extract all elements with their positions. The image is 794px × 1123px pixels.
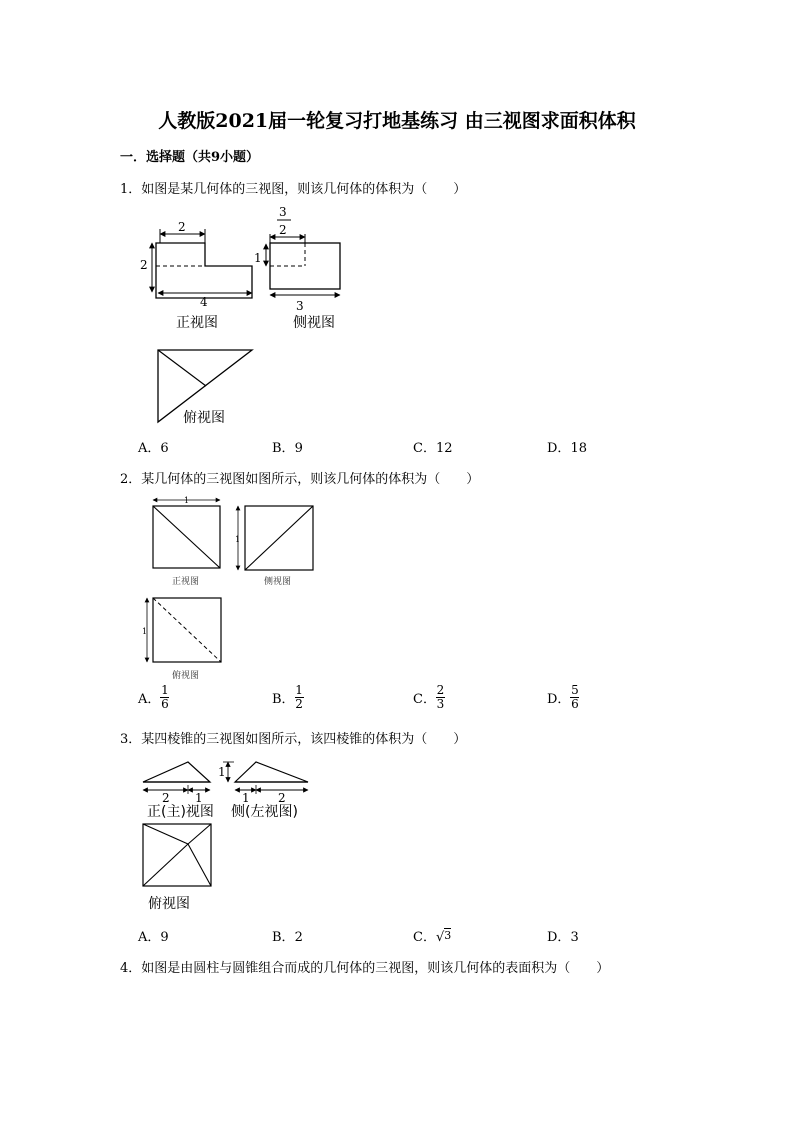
q3-front-view [140, 760, 220, 804]
dim-label: 3 [296, 299, 304, 313]
option-d[interactable]: D． $\frac{5}{6}$ [547, 683, 579, 711]
question-number: 3． [120, 732, 142, 747]
view-label: 侧(左视图) [231, 804, 298, 820]
front-outline [156, 243, 252, 298]
q1-front-view [138, 218, 258, 308]
dim-label: 1 [242, 791, 250, 805]
dim-label: 1 [142, 627, 148, 636]
view-label: 侧视图 [264, 577, 292, 587]
view-label: 正视图 [176, 315, 218, 331]
side-outline [235, 762, 308, 782]
dim-label: 2 [278, 791, 286, 805]
radical-sign: √ [435, 930, 445, 945]
option-b[interactable]: B．2 [272, 930, 303, 945]
q1-side-view [250, 204, 350, 314]
dim-label: 4 [200, 295, 208, 309]
view-label: 俯视图 [183, 410, 225, 426]
question-1 [120, 178, 466, 197]
dim-label: 2 [162, 791, 170, 805]
dim-label: 2 [279, 223, 287, 237]
view-label: 侧视图 [293, 315, 335, 331]
option-a[interactable]: A． $\frac{1}{6}$ [138, 683, 169, 711]
question-stem: 某四棱锥的三视图如图所示，该四棱锥的体积为（ ） [141, 732, 467, 747]
option-b[interactable]: B．9 [272, 441, 303, 456]
q3-top-view [140, 822, 214, 888]
dim-label: 1 [235, 535, 241, 544]
question-4 [120, 957, 609, 976]
q3-side-view [218, 758, 313, 804]
option-c[interactable]: C．√3 [413, 929, 452, 945]
dim-label: 1 [184, 496, 190, 505]
question-3 [120, 728, 466, 747]
option-a[interactable]: A．6 [138, 441, 169, 456]
page-title: 人教版2021届一轮复习打地基练习 由三视图求面积体积 [158, 110, 636, 132]
dim-label: 2 [140, 258, 148, 272]
view-label: 俯视图 [148, 896, 190, 912]
hidden-line [153, 598, 221, 662]
option-c[interactable]: C．12 [413, 441, 453, 456]
option-a[interactable]: A．9 [138, 930, 169, 945]
option-b[interactable]: B． $\frac{1}{2}$ [272, 683, 303, 711]
q2-top-view [138, 596, 224, 666]
question-2 [120, 468, 479, 487]
question-number: 4． [120, 961, 142, 976]
option-d[interactable]: D．18 [547, 441, 587, 456]
question-number: 1． [120, 182, 142, 197]
view-label: 俯视图 [172, 671, 200, 681]
q2-front-view [150, 494, 225, 570]
view-label: 正(主)视图 [147, 804, 214, 820]
dim-label: 3 [279, 205, 287, 219]
option-c[interactable]: C． $\frac{2}{3}$ [413, 683, 445, 711]
question-stem: 如图是某几何体的三视图，则该几何体的体积为（ ） [141, 182, 467, 197]
dim-label: 1 [195, 791, 203, 805]
dim-label: 2 [178, 220, 186, 234]
front-outline [143, 762, 210, 782]
dim-label: 1 [218, 765, 226, 779]
view-label: 正视图 [172, 577, 200, 587]
question-number: 2． [120, 472, 142, 487]
q2-side-view [228, 504, 318, 574]
dim-label: 1 [254, 251, 262, 265]
option-d[interactable]: D．3 [547, 930, 579, 945]
question-stem: 如图是由圆柱与圆锥组合而成的几何体的三视图，则该几何体的表面积为（ ） [141, 961, 610, 976]
section-heading: 一．选择题（共9小题） [120, 150, 260, 165]
question-stem: 某几何体的三视图如图所示，则该几何体的体积为（ ） [141, 472, 480, 487]
